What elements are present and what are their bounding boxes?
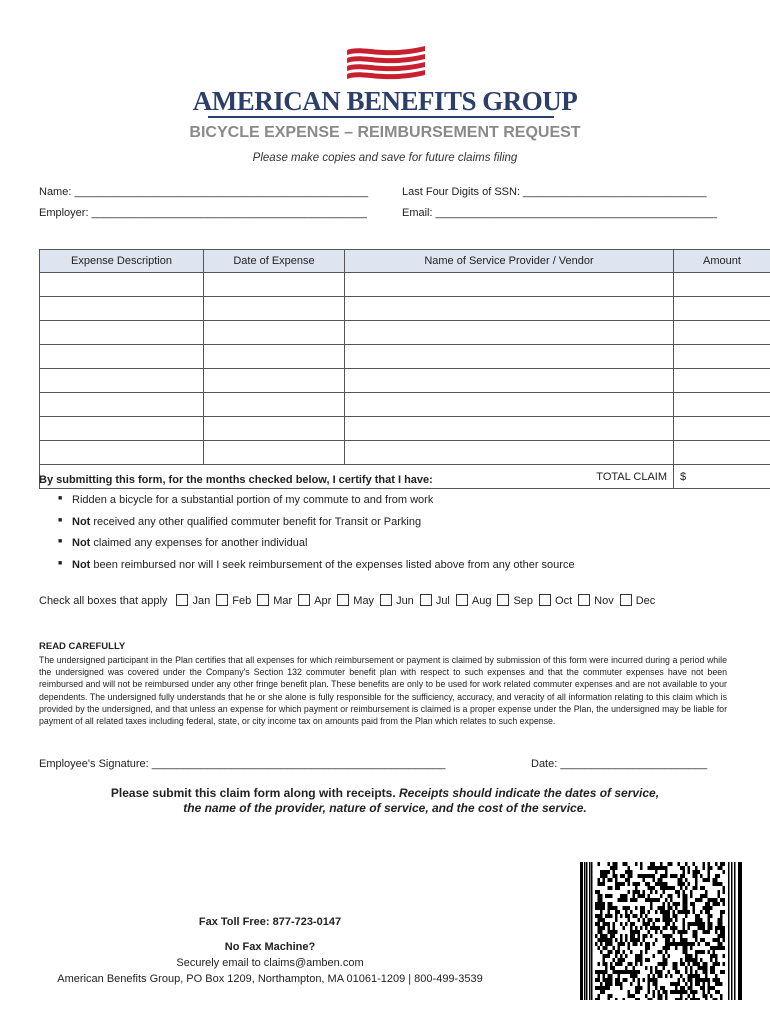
amount-cell[interactable]: [674, 321, 770, 345]
month-label: Jul: [435, 595, 450, 607]
month-label: Dec: [635, 595, 656, 607]
checkbox-icon[interactable]: [176, 594, 188, 606]
month-label: Apr: [314, 595, 332, 607]
email-instructions: Securely email to claims@amben.com: [176, 957, 364, 969]
vendor-cell[interactable]: [345, 321, 674, 345]
month-label: Oct: [555, 595, 573, 607]
header-amount: Amount: [674, 250, 770, 273]
month-checkbox-apr[interactable]: [298, 594, 331, 607]
expense-table-header: [40, 250, 770, 273]
checkbox-icon[interactable]: [539, 594, 551, 606]
vendor-cell[interactable]: [345, 393, 674, 417]
checkbox-icon[interactable]: [456, 594, 468, 606]
amount-cell[interactable]: [674, 369, 770, 393]
month-checkbox-jan[interactable]: [176, 594, 210, 607]
vendor-cell[interactable]: [345, 417, 674, 441]
read-carefully-heading: READ CAREFULLY: [39, 641, 126, 652]
company-logo: [0, 44, 770, 116]
vendor-cell[interactable]: [345, 297, 674, 321]
month-label: Nov: [594, 595, 614, 607]
amount-cell[interactable]: [674, 417, 770, 441]
month-checkbox-dec[interactable]: [620, 594, 656, 607]
form-title: BICYCLE EXPENSE – REIMBURSEMENT REQUEST: [189, 124, 581, 141]
no-fax-heading: No Fax Machine?: [224, 941, 316, 953]
date-cell[interactable]: [204, 345, 345, 369]
amount-cell[interactable]: [674, 273, 770, 297]
amount-cell[interactable]: [674, 441, 770, 465]
header-service-provider: Name of Service Provider / Vendor: [345, 250, 674, 273]
month-checkbox-may[interactable]: [337, 594, 374, 607]
barcode-icon: [580, 862, 742, 1000]
employer-field[interactable]: Employer: _____________________________________________: [39, 207, 367, 219]
certification-item: ■ Not been reimbursed nor will I seek reimbursement of the expenses listed above from any other source: [58, 559, 575, 581]
month-checkbox-jul[interactable]: [420, 594, 450, 607]
expense-description-cell[interactable]: [40, 441, 204, 465]
employee-signature-field[interactable]: Employee's Signature: ________________________________________________: [39, 758, 446, 770]
expense-table: [39, 249, 770, 489]
form-subtitle: Please make copies and save for future claims filing: [252, 152, 518, 164]
vendor-cell[interactable]: [345, 369, 674, 393]
ssn-field[interactable]: Last Four Digits of SSN: ______________________________: [402, 186, 707, 198]
table-row: [40, 369, 770, 393]
amount-cell[interactable]: [674, 297, 770, 321]
total-claim-label: TOTAL CLAIM: [40, 465, 674, 489]
date-cell[interactable]: [204, 273, 345, 297]
name-field[interactable]: Name: ________________________________________________: [39, 186, 369, 198]
months-label: Check all boxes that apply: [39, 595, 168, 607]
month-checkbox-nov[interactable]: [578, 594, 614, 607]
email-field[interactable]: Email: ______________________________________________: [402, 207, 718, 219]
checkbox-icon[interactable]: [578, 594, 590, 606]
month-checkbox-sep[interactable]: [497, 594, 533, 607]
header-expense-description: Expense Description: [40, 250, 204, 273]
checkbox-icon[interactable]: [216, 594, 228, 606]
vendor-cell[interactable]: [345, 441, 674, 465]
month-label: Aug: [471, 595, 492, 607]
flag-icon: [343, 44, 429, 88]
certification-item: ■ Ridden a bicycle for a substantial portion of my commute to and from work: [58, 494, 575, 516]
amount-cell[interactable]: [674, 345, 770, 369]
date-cell[interactable]: [204, 393, 345, 417]
table-row: [40, 417, 770, 441]
mailing-address: American Benefits Group, PO Box 1209, Northampton, MA 01061-1209 | 800-499-3539: [57, 973, 483, 985]
checkbox-icon[interactable]: [337, 594, 349, 606]
table-row: [40, 441, 770, 465]
table-row: [40, 393, 770, 417]
certification-item: ■ Not received any other qualified commuter benefit for Transit or Parking: [58, 516, 575, 538]
vendor-cell[interactable]: [345, 273, 674, 297]
expense-description-cell[interactable]: [40, 297, 204, 321]
month-label: Mar: [273, 595, 293, 607]
month-checkboxes: [39, 594, 655, 607]
expense-description-cell[interactable]: [40, 345, 204, 369]
month-label: Jan: [192, 595, 211, 607]
read-carefully-body: The undersigned participant in the Plan certifies that all expenses for which reimbursement or payment is claimed by submission of this form were incurred during a period while the undersigned was covered under the Company's Section 132 commuter benefit plan with respect to such expenses and that the commuter expenses have not been reimbursed and will not be reimbursed under any other fringe benefit plan. These benefits are only to be used for work related commuter expenses and are not available to your dependents. The undersigned fully understands that he or she alone is fully responsible for the sufficiency, accuracy, and veracity of all information relating to this claim which is provided by the undersigned, and that unless an expense for which payment or reimbursement is claimed is a proper expense under the Plan, the undersigned may be liable for payment of all related taxes including federal, state, or city income tax on amounts paid from the Plan which relates to such expense.: [39, 655, 727, 727]
month-checkbox-mar[interactable]: [257, 594, 292, 607]
expense-description-cell[interactable]: [40, 369, 204, 393]
expense-description-cell[interactable]: [40, 417, 204, 441]
signature-date-field[interactable]: Date: ________________________: [531, 758, 708, 770]
checkbox-icon[interactable]: [620, 594, 632, 606]
table-row: [40, 273, 770, 297]
date-cell[interactable]: [204, 417, 345, 441]
expense-description-cell[interactable]: [40, 321, 204, 345]
month-checkbox-aug[interactable]: [456, 594, 492, 607]
checkbox-icon[interactable]: [420, 594, 432, 606]
fax-number: Fax Toll Free: 877-723-0147: [198, 916, 342, 928]
checkbox-icon[interactable]: [298, 594, 310, 606]
table-row: [40, 297, 770, 321]
expense-description-cell[interactable]: [40, 393, 204, 417]
month-label: May: [353, 595, 375, 607]
expense-description-cell[interactable]: [40, 273, 204, 297]
certification-list: [58, 494, 575, 580]
checkbox-icon[interactable]: [257, 594, 269, 606]
logo-text: AMERICAN BENEFITS GROUP: [192, 86, 578, 116]
table-row: [40, 321, 770, 345]
certification-heading: By submitting this form, for the months checked below, I certify that I have:: [39, 474, 433, 486]
month-label: Feb: [232, 595, 252, 607]
header-date-of-expense: Date of Expense: [204, 250, 345, 273]
logo-underline: [208, 116, 554, 118]
month-label: Sep: [513, 595, 534, 607]
submission-instructions: Please submit this claim form along with receipts. Receipts should indicate the dates of service, the name of the provider, nature of service, and the cost of the service.: [110, 786, 660, 815]
certification-item: ■ Not claimed any expenses for another individual: [58, 537, 575, 559]
month-checkbox-feb[interactable]: [216, 594, 251, 607]
date-cell[interactable]: [204, 321, 345, 345]
month-checkbox-oct[interactable]: [539, 594, 572, 607]
table-row: [40, 345, 770, 369]
month-checkbox-jun[interactable]: [380, 594, 414, 607]
date-cell[interactable]: [204, 297, 345, 321]
checkbox-icon[interactable]: [497, 594, 509, 606]
vendor-cell[interactable]: [345, 345, 674, 369]
amount-cell[interactable]: [674, 393, 770, 417]
month-label: Jun: [396, 595, 414, 607]
checkbox-icon[interactable]: [380, 594, 392, 606]
total-claim-amount[interactable]: $: [674, 465, 770, 489]
date-cell[interactable]: [204, 369, 345, 393]
date-cell[interactable]: [204, 441, 345, 465]
